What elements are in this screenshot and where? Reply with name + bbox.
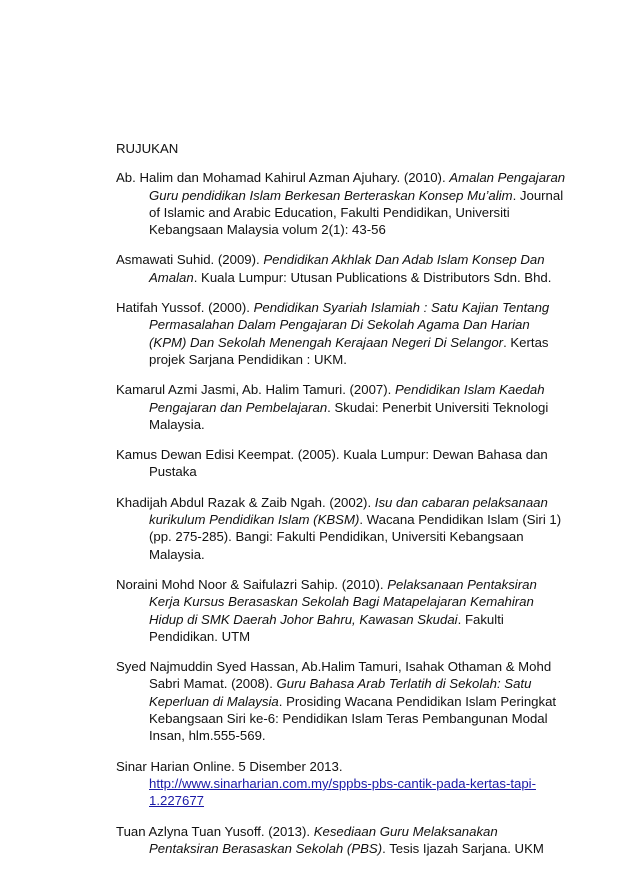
reference-entry <box>116 251 568 286</box>
reference-authors: Khadijah Abdul Razak & Zaib Ngah. (2002). <box>116 494 375 510</box>
reference-details: . Skudai: Penerbit Universiti Teknologi Malaysia. <box>149 399 549 432</box>
reference-entry <box>116 299 568 368</box>
reference-entry <box>116 576 568 645</box>
reference-title: Kesediaan Guru Melaksanakan Pentaksiran Berasaskan Sekolah (PBS) <box>149 823 498 856</box>
reference-title: Amalan Pengajaran Guru pendidikan Islam Berkesan Berteraskan Konsep Mu’alim <box>149 170 566 203</box>
reference-authors: Ab. Halim dan Mohamad Kahirul Azman Ajuhary. (2010). <box>116 170 450 186</box>
reference-authors: Asmawati Suhid. (2009). <box>116 252 264 268</box>
reference-authors: Tuan Azlyna Tuan Yusoff. (2013). <box>116 823 314 839</box>
reference-entry <box>116 823 568 858</box>
reference-title: Pelaksanaan Pentaksiran Kerja Kursus Berasaskan Sekolah Bagi Matapelajaran Kemahiran Hidup di SMK Daerah Johor Bahru, Kawasan Skudai <box>149 576 537 627</box>
reference-entry <box>116 381 568 433</box>
reference-title: Guru Bahasa Arab Terlatih di Sekolah: Satu Keperluan di Malaysia <box>149 676 532 709</box>
document-page <box>116 140 568 870</box>
reference-authors: Syed Najmuddin Syed Hassan, Ab.Halim Tamuri, Isahak Othaman & Mohd Sabri Mamat. (2008). <box>116 659 552 692</box>
reference-entry <box>116 658 568 744</box>
reference-entry <box>116 169 568 238</box>
reference-entry <box>116 758 568 810</box>
reference-authors: Noraini Mohd Noor & Saifulazri Sahip. (2010). <box>116 576 388 592</box>
reference-details: . Journal of Islamic and Arabic Education, Fakulti Pendidikan, Universiti Kebangsaan Malaysia volum 2(1): 43-56 <box>149 187 564 238</box>
reference-details: . Wacana Pendidikan Islam (Siri 1) (pp. 275-285). Bangi: Fakulti Pendidikan, Universiti Kebangsaan Malaysia. <box>149 512 562 562</box>
reference-details: . Kertas projek Sarjana Pendidikan : UKM. <box>149 334 549 367</box>
reference-authors: Hatifah Yussof. (2000). <box>116 300 254 316</box>
reference-title: Pendidikan Syariah Islamiah : Satu Kajian Tentang Permasalahan Dalam Pengajaran Di Sekolah Agama Dan Harian (KPM) Dan Sekolah Menengah Kerajaan Negeri Di Selangor <box>149 300 550 350</box>
reference-details: . Prosiding Wacana Pendidikan Islam Peringkat Kebangsaan Siri ke-6: Pendidikan Islam Teras Pembangunan Modal Insan, hlm.555-569. <box>149 693 557 744</box>
reference-authors: Sinar Harian Online. 5 Disember 2013. <box>116 758 343 774</box>
reference-authors: Kamarul Azmi Jasmi, Ab. Halim Tamuri. (2007). <box>116 382 395 398</box>
reference-entry <box>116 494 568 563</box>
reference-title: Pendidikan Akhlak Dan Adab Islam Konsep Dan Amalan <box>149 252 545 285</box>
reference-entry <box>116 446 568 481</box>
reference-details: . Kuala Lumpur: Utusan Publications & Distributors Sdn. Bhd. <box>193 269 552 285</box>
reference-title: Isu dan cabaran pelaksanaan kurikulum Pendidikan Islam (KBSM) <box>149 494 548 528</box>
references-heading: RUJUKAN <box>116 141 179 156</box>
reference-link[interactable]: http://www.sinarharian.com.my/sppbs-pbs-cantik-pada-kertas-tapi-1.227677 <box>149 775 536 809</box>
reference-authors: Kamus Dewan Edisi Keempat. (2005). Kuala Lumpur: Dewan Bahasa dan Pustaka <box>116 447 548 480</box>
reference-details: . Tesis Ijazah Sarjana. UKM <box>382 840 544 856</box>
reference-details: . Fakulti Pendidikan. UTM <box>149 611 504 644</box>
reference-title: Pendidikan Islam Kaedah Pengajaran dan Pembelajaran <box>149 382 545 415</box>
